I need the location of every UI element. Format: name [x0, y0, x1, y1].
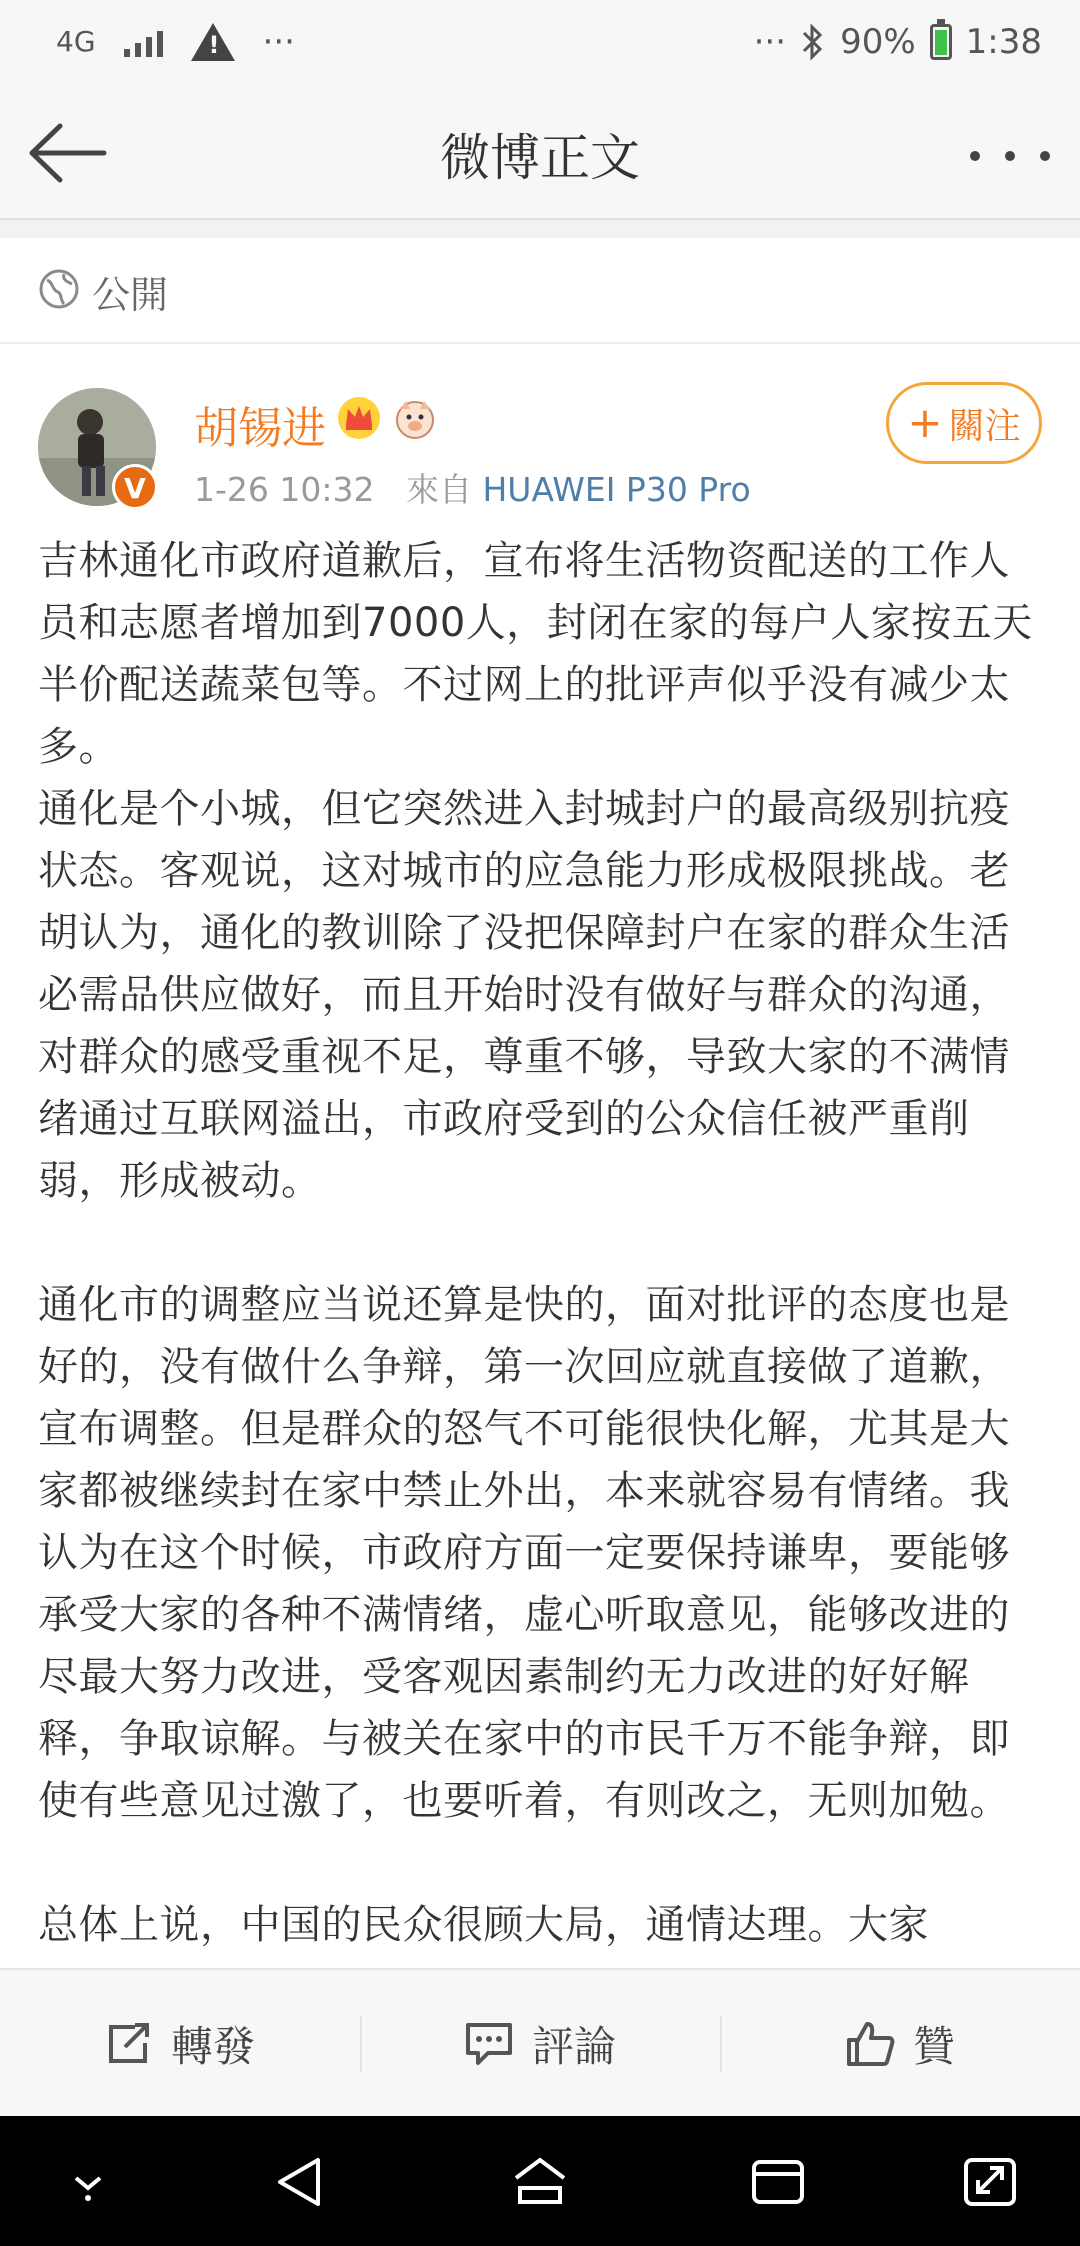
nav-expand-icon[interactable] — [960, 2154, 1020, 2210]
repost-icon — [105, 2021, 153, 2067]
post-paragraph: 通化市的调整应当说还算是快的，面对批评的态度也是好的，没有做什么争辩，第一次回应就直接做了道歉，宣布调整。但是群众的怒气不可能很快化解，尤其是大家都被继续封在家中禁止外出，本来就容易有情绪。我认为在这个时候，市政府方面一定要保持谦卑，要能够承受大家的各种不满情绪，虚心听取意见，能够改进的尽最大努力改进，受客观因素制约无力改进的好好解释，争取谅解。与被关在家中的市民千万不能争辩，即使有些意见过激了，也要听着，有则改之，无则加勉。 — [38, 1282, 1010, 1824]
visibility-row — [0, 238, 1080, 344]
post-time: 1-26 10:32 — [194, 470, 375, 509]
divider — [0, 220, 1080, 238]
like-button[interactable] — [720, 1970, 1080, 2118]
network-type: 4G — [56, 25, 96, 58]
nav-down-icon[interactable] — [58, 2154, 118, 2210]
visibility-label: 公開 — [92, 273, 169, 317]
more-button[interactable] — [970, 126, 1050, 186]
more-icon — [970, 151, 980, 161]
status-bar — [0, 0, 1080, 90]
status-more-left: ··· — [262, 22, 295, 62]
action-bar — [0, 1968, 1080, 2118]
comment-icon — [464, 2021, 514, 2067]
post-content — [38, 530, 1050, 1956]
nav-back-icon[interactable] — [272, 2154, 332, 2210]
battery-icon — [930, 24, 952, 60]
post-meta — [194, 464, 751, 511]
follow-button[interactable] — [886, 382, 1042, 464]
battery-percent: 90% — [840, 22, 916, 62]
crown-icon[interactable] — [336, 395, 382, 441]
bluetooth-icon — [800, 23, 826, 61]
verified-badge: V — [112, 464, 158, 510]
follow-label: 關注 — [948, 405, 1021, 447]
like-icon — [845, 2020, 895, 2068]
post-paragraph: 通化是个小城，但它突然进入封城封户的最高级别抗疫状态。客观说，这对城市的应急能力形成极限挑战。老胡认为，通化的教训除了没把保障封户在家的群众生活必需品供应做好，而且开始时没有做好与群众的沟通，对群众的感受重视不足，尊重不够，导致大家的不满情绪通过互联网溢出，市政府受到的公众信任被严重削弱，形成被动。 — [38, 786, 1010, 1204]
status-more-right: ··· — [753, 22, 787, 62]
system-navigation-bar — [0, 2116, 1080, 2246]
source-prefix: 來自 — [405, 470, 472, 509]
like-label: 贊 — [912, 2022, 955, 2071]
repost-label: 轉發 — [170, 2022, 255, 2071]
title-bar — [0, 90, 1080, 220]
plus-icon: + — [907, 398, 943, 447]
clock: 1:38 — [965, 22, 1042, 62]
more-icon-dot — [1040, 151, 1050, 161]
nav-recents-icon[interactable] — [748, 2154, 808, 2210]
post-paragraph: 总体上说，中国的民众很顾大局，通情达理。大家 — [38, 1902, 929, 1948]
author-name[interactable]: 胡锡进 — [194, 403, 326, 454]
nav-home-icon[interactable] — [510, 2154, 570, 2210]
warning-icon: ! — [191, 23, 235, 61]
post-paragraph: 吉林通化市政府道歉后，宣布将生活物资配送的工作人员和志愿者增加到7000人，封闭在家的每户人家按五天半价配送蔬菜包等。不过网上的批评声似乎没有减少太多。 — [38, 538, 1033, 770]
more-icon-dot — [1005, 151, 1015, 161]
device-link[interactable]: HUAWEI P30 Pro — [482, 470, 751, 509]
comment-label: 評論 — [531, 2022, 616, 2071]
signal-icon — [124, 27, 163, 57]
page-title: 微博正文 — [440, 129, 640, 187]
comment-button[interactable] — [360, 1970, 720, 2118]
pig-icon[interactable] — [392, 395, 438, 441]
globe-icon — [38, 268, 80, 310]
repost-button[interactable] — [0, 1970, 360, 2118]
